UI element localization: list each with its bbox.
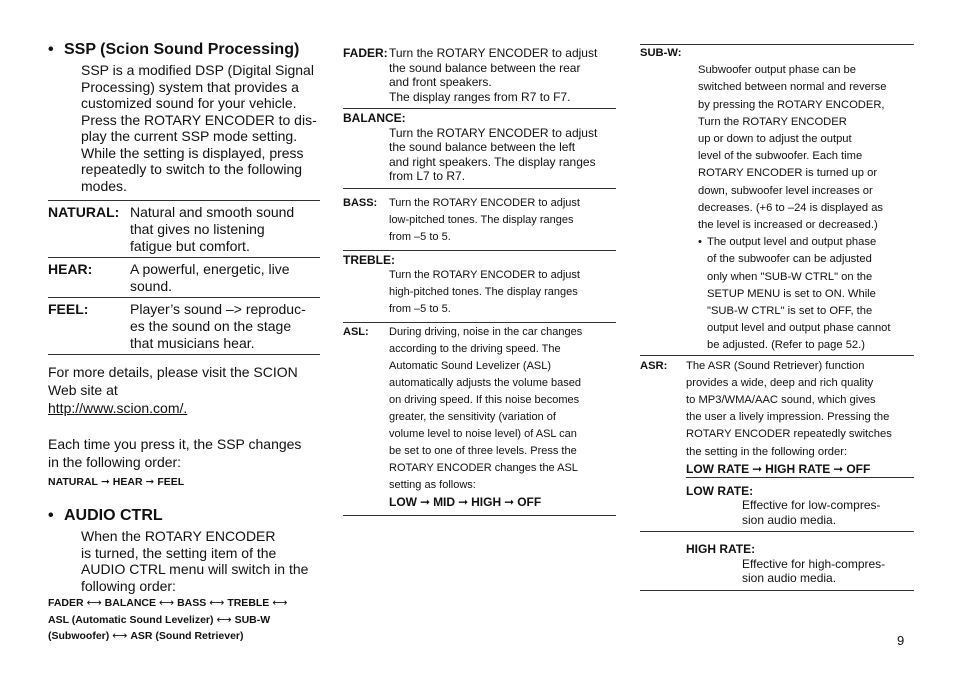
text-line: Press the ROTARY ENCODER to dis-: [81, 111, 317, 128]
double-arrow-icon: ⟷: [86, 597, 102, 609]
text-line: level of the subwoofer. Each time: [698, 150, 863, 163]
details-paragraph: [48, 363, 320, 417]
text-line: high-pitched tones. The display ranges: [389, 286, 578, 298]
audio-ctrl-description: [48, 528, 320, 594]
audio-ctrl-order: [48, 595, 320, 645]
low-rate-entry: [640, 478, 914, 533]
order-item: FADER: [48, 597, 84, 609]
arrow-right-icon: ➞: [145, 476, 155, 488]
text-line: Processing) system that provides a: [81, 78, 299, 95]
text-line: down, subwoofer level increases or: [698, 184, 873, 197]
text-line: While the setting is displayed, press: [81, 144, 304, 161]
arrow-right-icon: ➞: [833, 461, 844, 476]
order-item: NATURAL: [48, 476, 98, 488]
double-arrow-icon: ⟷: [159, 597, 175, 609]
double-arrow-icon: ⟷: [216, 613, 232, 626]
text-line: The ASR (Sound Retriever) function: [686, 359, 865, 372]
arrow-right-icon: ➞: [458, 495, 469, 509]
order-item: HIGH RATE: [765, 461, 831, 476]
low-rate-term: LOW RATE:: [686, 483, 754, 498]
high-rate-term: HIGH RATE:: [686, 542, 756, 557]
text-line: play the current SSP mode setting.: [81, 128, 298, 144]
order-item: OFF: [846, 461, 871, 476]
text-line: A powerful, energetic, live: [130, 261, 290, 277]
text-line: sion audio media.: [742, 571, 837, 586]
order-item: LOW: [389, 495, 417, 509]
treble-entry: [343, 251, 616, 324]
text-line: automatically adjusts the volume based: [389, 377, 581, 389]
order-item: (Subwoofer): [48, 630, 110, 642]
order-item: HIGH: [471, 495, 502, 509]
text-line: Turn the ROTARY ENCODER to adjust: [389, 46, 598, 60]
mode-natural: [48, 200, 320, 258]
order-line: [48, 595, 320, 612]
text-line: Effective for low-compres-: [742, 498, 881, 513]
text-line: the sound balance between the rear: [389, 60, 581, 75]
order-item: SUB-W: [234, 613, 271, 626]
text-line: ROTARY ENCODER is turned up or: [698, 167, 878, 180]
order-item: BALANCE: [104, 597, 156, 609]
bass-entry: [343, 189, 616, 251]
arrow-right-icon: ➞: [752, 461, 763, 476]
text-line: Web site at: [48, 382, 118, 398]
text-line: es the sound on the stage: [130, 318, 292, 334]
text-line: that musicians hear.: [130, 335, 255, 351]
text-line: sound.: [130, 278, 173, 294]
text-line: be adjusted. (Refer to page 52.): [707, 339, 865, 352]
order-item: ASR (Sound Retriever): [130, 630, 244, 642]
text-line: SETUP MENU is set to ON. While: [707, 287, 876, 300]
text-line: the sound balance between the left: [389, 140, 576, 154]
audio-ctrl-title-text: AUDIO CTRL: [64, 507, 163, 524]
order-item: BASS: [177, 597, 207, 609]
asl-entry: [343, 323, 616, 516]
text-line: Natural and smooth sound: [130, 204, 295, 220]
text-line: low-pitched tones. The display ranges: [389, 213, 574, 226]
order-item: HEAR: [112, 476, 143, 488]
text-line: from –5 to 5.: [389, 230, 451, 243]
ssp-mode-order: [48, 475, 320, 490]
text-line: decreases. (+6 to –24 is displayed as: [698, 201, 884, 214]
text-line: of the subwoofer can be adjusted: [707, 253, 872, 266]
text-line: customized sound for your vehicle.: [81, 95, 297, 111]
mode-term: NATURAL:: [48, 204, 120, 220]
text-line: following order:: [81, 577, 176, 594]
arrow-right-icon: ➞: [504, 495, 515, 509]
order-item: MID: [433, 495, 456, 509]
text-line: When the ROTARY ENCODER: [81, 528, 276, 544]
text-line: Turn the ROTARY ENCODER to adjust: [389, 125, 598, 140]
text-line: Subwoofer output phase can be: [698, 64, 856, 77]
text-line: Turn the ROTARY ENCODER: [698, 115, 847, 128]
text-line: according to the driving speed. The: [389, 343, 561, 355]
text-line: Turn the ROTARY ENCODER to adjust: [389, 196, 580, 209]
order-item: ASL (Automatic Sound Levelizer): [48, 613, 214, 626]
column-middle: [343, 44, 616, 516]
subw-entry: [640, 44, 914, 355]
text-line: and right speakers. The display ranges: [389, 154, 596, 169]
text-line: sion audio media.: [742, 512, 837, 527]
text-line: repeatedly to switch to the following: [81, 161, 303, 177]
text-line: greater, the sensitivity (variation of: [389, 411, 556, 423]
bullet: •: [48, 41, 54, 58]
mode-hear: [48, 258, 320, 298]
double-arrow-icon: ⟷: [209, 597, 225, 609]
text-line: provides a wide, deep and rich quality: [686, 376, 874, 389]
text-line: Automatic Sound Levelizer (ASL): [389, 360, 552, 372]
subw-term: SUB-W:: [640, 47, 682, 59]
ssp-description: [48, 62, 320, 194]
bullet: •: [48, 507, 54, 524]
order-item: LOW RATE: [686, 461, 750, 476]
ssp-section-title: [48, 40, 320, 60]
order-item: TREBLE: [227, 597, 270, 609]
column-right: [640, 44, 914, 591]
balance-entry: [343, 109, 616, 189]
text-line: The output level and output phase: [707, 236, 877, 249]
text-line: Player’s sound –> reproduc-: [130, 301, 306, 317]
mode-feel: [48, 298, 320, 355]
fader-entry: [343, 44, 616, 109]
double-arrow-icon: ⟷: [112, 630, 128, 642]
order-item: FEEL: [157, 476, 185, 488]
text-line: on driving speed. If this noise becomes: [389, 394, 580, 406]
asr-term: ASR:: [640, 359, 668, 372]
text-line: to MP3/WMA/AAC sound, which gives: [686, 394, 876, 407]
text-line: the setting in the following order:: [686, 445, 848, 458]
order-item: OFF: [517, 495, 542, 509]
text-line: output level and output phase cannot: [707, 322, 891, 335]
text-line: fatigue but comfort.: [130, 238, 250, 254]
text-line: in the following order:: [48, 454, 182, 470]
page-number: 9: [897, 633, 905, 648]
scion-website-link[interactable]: http://www.scion.com/.: [48, 400, 188, 416]
high-rate-entry: [640, 532, 914, 591]
arrow-right-icon: ➞: [100, 476, 110, 488]
subw-note: [640, 234, 914, 354]
text-line: the level is increased or decreased.): [698, 219, 878, 232]
order-line: [48, 628, 320, 645]
arrow-right-icon: ➞: [420, 495, 431, 509]
text-line: by pressing the ROTARY ENCODER,: [698, 98, 885, 111]
text-line: up or down to adjust the output: [698, 133, 852, 146]
text-line: AUDIO CTRL menu will switch in the: [81, 561, 309, 577]
mode-term: HEAR:: [48, 261, 93, 277]
text-line: that gives no listening: [130, 221, 265, 237]
text-line: Each time you press it, the SSP changes: [48, 436, 302, 452]
text-line: modes.: [81, 177, 127, 194]
column-left: [48, 40, 320, 645]
text-line: setting as follows:: [389, 479, 476, 491]
text-line: from –5 to 5.: [389, 303, 451, 315]
order-line: [48, 612, 320, 629]
bass-term: BASS:: [343, 196, 378, 209]
balance-term: BALANCE:: [343, 111, 406, 125]
text-line: only when "SUB-W CTRL" on the: [707, 270, 873, 283]
asl-term: ASL:: [343, 326, 369, 338]
text-line: ROTARY ENCODER repeatedly switches: [686, 428, 892, 441]
audio-ctrl-section-title: [48, 506, 320, 526]
text-line: The display ranges from R7 to F7.: [389, 89, 571, 104]
double-arrow-icon: ⟷: [272, 597, 288, 609]
asr-order: [686, 461, 914, 478]
asl-order: [389, 494, 616, 511]
text-line: "SUB-W CTRL" is set to OFF, the: [707, 305, 873, 318]
text-line: ROTARY ENCODER changes the ASL: [389, 462, 578, 474]
fader-term: FADER:: [343, 46, 388, 60]
order-intro: [48, 435, 320, 471]
mode-term: FEEL:: [48, 301, 89, 317]
text-line: Effective for high-compres-: [742, 556, 886, 571]
text-line: be set to one of three levels. Press the: [389, 445, 577, 457]
text-line: volume level to noise level) of ASL can: [389, 428, 577, 440]
ssp-title-text: SSP (Scion Sound Processing): [64, 41, 300, 58]
text-line: switched between normal and reverse: [698, 81, 887, 94]
text-line: from L7 to R7.: [389, 169, 466, 183]
text-line: is turned, the setting item of the: [81, 544, 277, 561]
text-line: SSP is a modified DSP (Digital Signal: [81, 62, 314, 78]
text-line: During driving, noise in the car changes: [389, 326, 583, 338]
text-line: For more details, please visit the SCION: [48, 364, 298, 380]
text-line: the user a lively impression. Pressing the: [686, 411, 890, 424]
asr-entry: [640, 355, 914, 478]
text-line: and front speakers.: [389, 75, 492, 89]
bullet: •: [698, 236, 702, 249]
text-line: Turn the ROTARY ENCODER to adjust: [389, 269, 580, 281]
treble-term: TREBLE:: [343, 252, 395, 267]
